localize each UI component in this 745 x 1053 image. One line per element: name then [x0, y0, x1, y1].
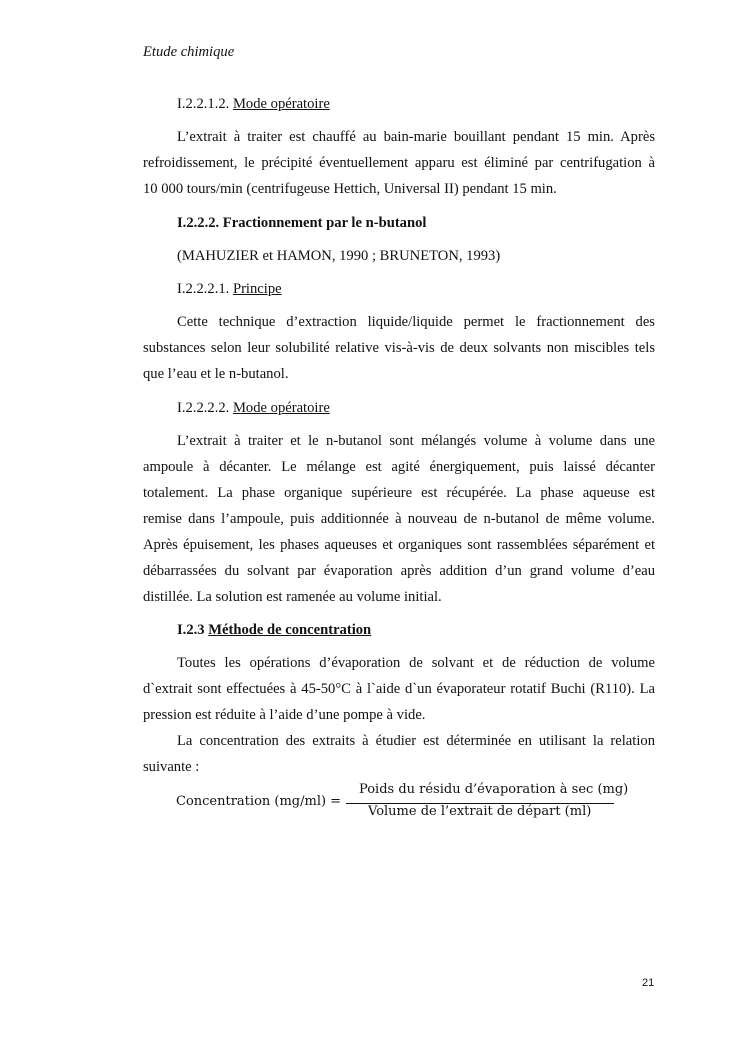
formula-denominator: Volume de l’extrait de départ (ml) [368, 804, 592, 819]
subsection-number: I.2.2.2.1. [177, 281, 230, 297]
subsection-title: Principe [232, 281, 282, 297]
paragraph-line: d`extrait sont effectuées à 45-50°C à l`aide d`un évaporateur rotatif Buchi (R110). La [143, 681, 655, 697]
paragraph-line: Toutes les opérations d’évaporation de solvant et de réduction de volume [177, 655, 655, 671]
reference-line: (MAHUZIER et HAMON, 1990 ; BRUNETON, 1993) [177, 248, 501, 264]
paragraph-line: substances selon leur solubilité relative vis-à-vis de deux solvants non miscibles tels [143, 340, 655, 356]
section-heading-concentration [177, 620, 655, 640]
subsection-title: Mode opératoire [232, 400, 330, 416]
paragraph-line: L’extrait à traiter et le n-butanol sont mélangés volume à volume dans une [177, 433, 655, 449]
concentration-formula [176, 782, 629, 826]
paragraph-line: ampoule à décanter. Le mélange est agité énergiquement, puis laissé décanter [143, 459, 655, 475]
subsection-number: I.2.2.1.2. [177, 96, 230, 112]
section-heading-fractionnement: I.2.2.2. Fractionnement par le n-butanol [177, 215, 427, 231]
subsection-heading-principe [177, 279, 655, 299]
subsection-title: Mode opératoire [232, 96, 330, 112]
paragraph-line: L’extrait à traiter est chauffé au bain-marie bouillant pendant 15 min. Après [177, 129, 655, 145]
subsection-number: I.2.2.2.2. [177, 400, 230, 416]
formula-label: Concentration (mg/ml) = [176, 794, 342, 809]
paragraph-line: Après épuisement, les phases aqueuses et organiques sont rassemblées séparément et [143, 537, 655, 553]
paragraph-line: débarrassées du solvant par évaporation après addition d’un grand volume d’eau [143, 563, 655, 579]
subsection-heading-mode-operatoire-2 [177, 398, 655, 418]
formula-numerator: Poids du résidu d’évaporation à sec (mg) [359, 782, 629, 797]
page-number: 21 [642, 977, 655, 989]
paragraph-line: 10 000 tours/min (centrifugeuse Hettich, Universal II) pendant 15 min. [143, 181, 557, 197]
paragraph-line: suivante : [143, 759, 200, 775]
paragraph-line: refroidissement, le précipité éventuellement apparu est éliminé par centrifugation à [143, 155, 655, 171]
paragraph-line: totalement. La phase organique supérieure est récupérée. La phase aqueuse est [143, 485, 655, 501]
running-header: Etude chimique [143, 44, 235, 60]
paragraph-line: que l’eau et le n-butanol. [143, 366, 289, 382]
subsection-heading-mode-operatoire-1 [177, 94, 655, 114]
paragraph-line: distillée. La solution est ramenée au volume initial. [143, 589, 442, 605]
paragraph-line: La concentration des extraits à étudier est déterminée en utilisant la relation [177, 733, 655, 749]
paragraph-line: pression est réduite à l’aide d’une pompe à vide. [143, 707, 426, 723]
section-title: Méthode de concentration [208, 622, 372, 638]
section-number: I.2.3 [177, 622, 205, 638]
paragraph-line: Cette technique d’extraction liquide/liquide permet le fractionnement des [177, 314, 655, 330]
paragraph-line: remise dans l’ampoule, puis additionnée à nouveau de n-butanol de même volume. [143, 511, 655, 527]
